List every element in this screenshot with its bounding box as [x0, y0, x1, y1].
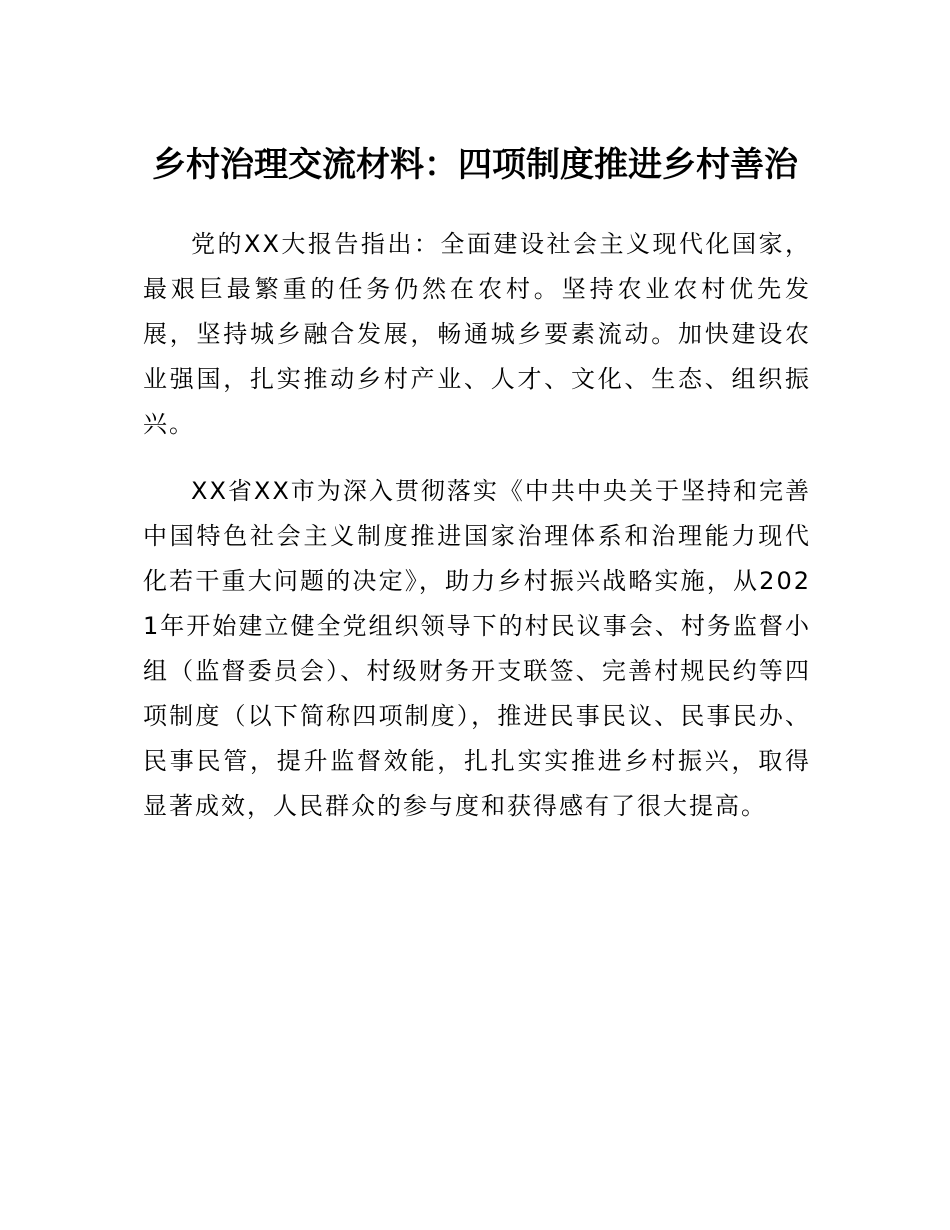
paragraph-2: XX省XX市为深入贯彻落实《中共中央关于坚持和完善中国特色社会主义制度推进国家治理体系和治理能力现代化若干重大问题的决定》，助力乡村振兴战略实施，从2021年开始建立健全党组织领导下的村民议事会、村务监督小组（监督委员会）、村级财务开支联签、完善村规民约等四项制度（以下简称四项制度），推进民事民议、民事民办、民事民管，提升监督效能，扎扎实实推进乡村振兴，取得显著成效，人民群众的参与度和获得感有了很大提高。: [143, 477, 811, 820]
document-title: 乡村治理交流材料：四项制度推进乡村善治: [152, 145, 798, 185]
paragraph-1: 党的XX大报告指出：全面建设社会主义现代化国家，最艰巨最繁重的任务仍然在农村。坚持农业农村优先发展，坚持城乡融合发展，畅通城乡要素流动。加快建设农业强国，扎实推动乡村产业、人才、文化、生态、组织振兴。: [143, 230, 811, 438]
document-body: [143, 222, 811, 851]
